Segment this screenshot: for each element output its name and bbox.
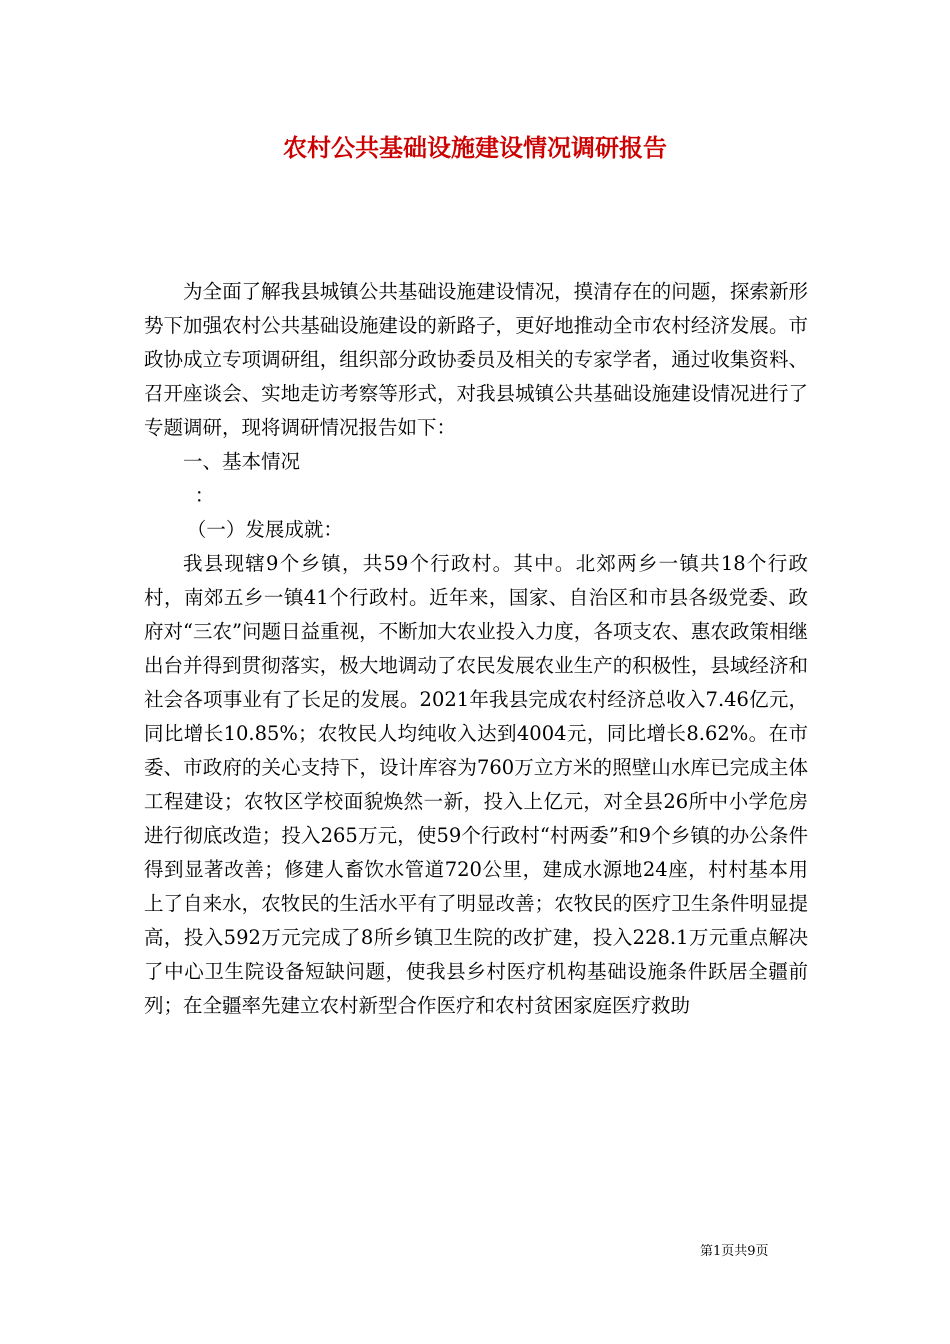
section-colon: ： xyxy=(194,484,215,507)
body-paragraph: 我县现辖9个乡镇，共59个行政村。其中。北郊两乡一镇共18个行政村，南郊五乡一镇41个行政村。近年来，国家、自治区和市县各级党委、政府对“三农”问题日益重视，不断加大农业投入力度，各项支农、惠农政策相继出台并得到贯彻落实，极大地调动了农民发展农业生产的积极性，县域经济和社会各项事业有了长足的发展。2021年我县完成农村经济总收入7.46亿元，同比增长10.85%；农牧民人均纯收入达到4004元，同比增长8.62%。在市委、市政府的关心支持下，设计库容为760万立方米的照壁山水库已完成主体工程建设；农牧区学校面貌焕然一新，投入上亿元，对全县26所中小学危房进行彻底改造；投入265万元，使59个行政村“村两委”和9个乡镇的办公条件得到显著改善；修建人畜饮水管道720公里，建成水源地24座，村村基本用上了自来水，农牧民的生活水平有了明显改善；农牧民的医疗卫生条件明显提高，投入592万元完成了8所乡镇卫生院的改扩建，投入228.1万元重点解决了中心卫生院设备短缺问题，使我县乡村医疗机构基础设施条件跃居全疆前列；在全疆率先建立农村新型合作医疗和农村贫困家庭医疗救助 xyxy=(144,552,808,1017)
section-heading-basic-situation: 一、基本情况 xyxy=(183,450,301,473)
document-title: 农村公共基础设施建设情况调研报告 xyxy=(283,133,667,162)
document-body xyxy=(144,275,808,1023)
intro-paragraph: 为全面了解我县城镇公共基础设施建设情况，摸清存在的问题，探索新形势下加强农村公共基础设施建设的新路子，更好地推动全市农村经济发展。市政协成立专项调研组，组织部分政协委员及相关的专家学者，通过收集资料、召开座谈会、实地走访考察等形式，对我县城镇公共基础设施建设情况进行了专题调研，现将调研情况报告如下： xyxy=(144,280,808,439)
subsection-heading-achievements: （一）发展成就： xyxy=(186,518,343,541)
page-number: 第1页共9页 xyxy=(700,1244,769,1259)
